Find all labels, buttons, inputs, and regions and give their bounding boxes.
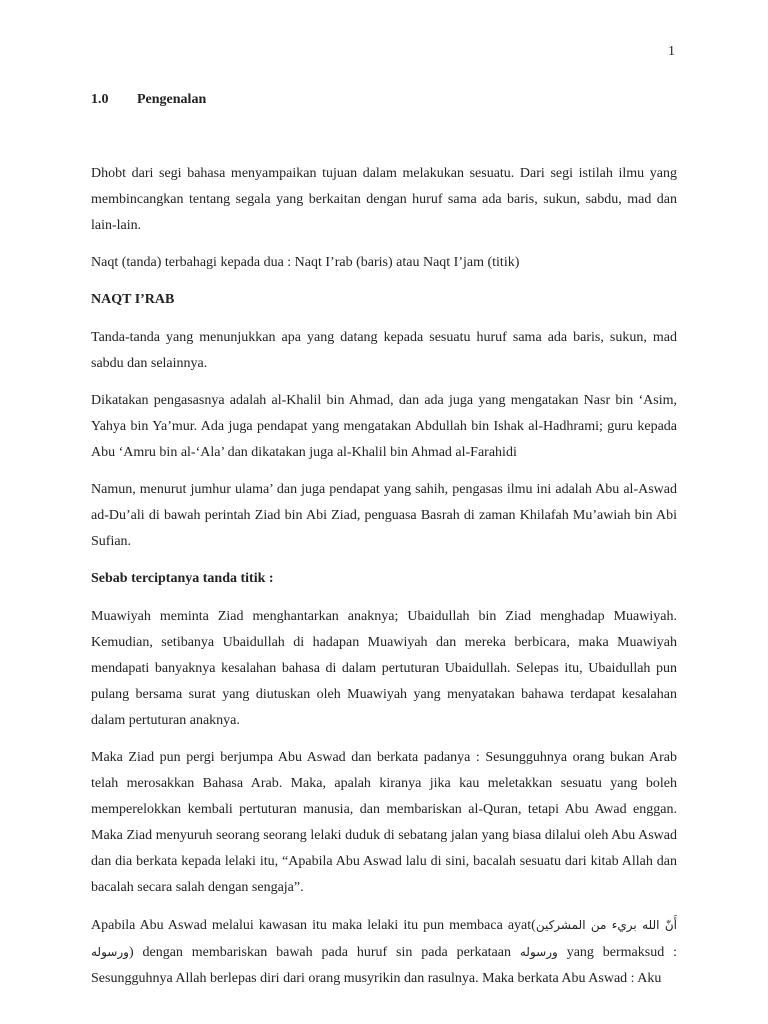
subheading-sebab: Sebab terciptanya tanda titik : — [91, 571, 274, 586]
paragraph-muawiyah: Muawiyah meminta Ziad menghantarkan anaknya; Ubaidullah bin Ziad menghadap Muawiyah. Kemudian, setibanya Ubaidullah di hadapan Muawiyah dan mereka berbicara, maka Muawiyah mendapati banyaknya kesalahan bahasa di dalam pertuturan Ubaidullah. Selepas itu, Ubaidullah pun pulang bersama surat yang diutuskan oleh Muawiyah yang menyatakan bahawa terdapat kesalahan dalam pertuturan anaknya. — [91, 609, 677, 728]
arabic-verse: أَنّ الله بريء من المشركين ورسوله — [91, 918, 677, 959]
paragraph-naqt-irab: Tanda-tanda yang menunjukkan apa yang datang kepada sesuatu huruf sama ada baris, sukun, mad sabdu dan selainnya. — [91, 330, 677, 371]
arabic-word: ورسوله — [519, 945, 558, 959]
paragraph-founders: Dikatakan pengasasnya adalah al-Khalil bin Ahmad, dan ada juga yang mengatakan Nasr bin ‘Asim, Yahya bin Ya’mur. Ada juga pendapat yang mengatakan Abdullah bin Ishak al-Hadhrami; guru kepada Abu ‘Amru bin al-‘Ala’ dan dikatakan juga al-Khalil bin Ahmad al-Farahidi — [91, 393, 677, 460]
paragraph-jumhur: Namun, menurut jumhur ulama’ dan juga pendapat yang sahih, pengasas ilmu ini adalah Abu al-Aswad ad-Du’ali di bawah perintah Ziad bin Abi Ziad, penguasa Basrah di zaman Khilafah Mu’awiah bin Abi Sufian. — [91, 482, 677, 549]
subheading-naqt-irab: NAQT I’RAB — [91, 292, 175, 307]
page-number: 1 — [668, 44, 675, 59]
paragraph-abu-aswad-text-3: yang bermaksud : Sesungguhnya Allah berlepas diri dari orang musyrikin dan rasulnya. Maka berkata Abu Aswad : Aku — [91, 945, 677, 986]
paragraph-definition: Dhobt dari segi bahasa menyampaikan tujuan dalam melakukan sesuatu. Dari segi istilah ilmu yang membincangkan tentang segala yang berkaitan dengan huruf sama ada baris, sukun, sabdu, mad dan lain-lain. — [91, 166, 677, 233]
document-body — [91, 161, 677, 1003]
paragraph-abu-aswad-text-2: ) dengan membariskan bawah pada huruf sin pada perkataan — [128, 945, 520, 960]
paragraph-ziad: Maka Ziad pun pergi berjumpa Abu Aswad dan berkata padanya : Sesungguhnya orang bukan Arab telah merosakkan Bahasa Arab. Maka, apalah kiranya jika kau meletakkan sesuatu yang boleh memperelokkan kembali pertuturan manusia, dan membariskan al-Quran, tetapi Abu Awad enggan. Maka Ziad menyuruh seorang seorang lelaki duduk di sebatang jalan yang biasa dilalui oleh Abu Aswad dan dia berkata kepada lelaki itu, “Apabila Abu Aswad lalu di sini, bacalah sesuatu dari kitab Allah dan bacalah secara salah dengan sengaja”. — [91, 750, 677, 895]
paragraph-abu-aswad — [91, 912, 677, 992]
section-number: 1.0 — [91, 92, 109, 107]
paragraph-abu-aswad-text-1: Apabila Abu Aswad melalui kawasan itu maka lelaki itu pun membaca ayat( — [91, 918, 536, 933]
paragraph-naqt-types: Naqt (tanda) terbahagi kepada dua : Naqt I’rab (baris) atau Naqt I’jam (titik) — [91, 255, 520, 270]
section-heading — [91, 92, 206, 108]
section-title: Pengenalan — [137, 92, 207, 107]
